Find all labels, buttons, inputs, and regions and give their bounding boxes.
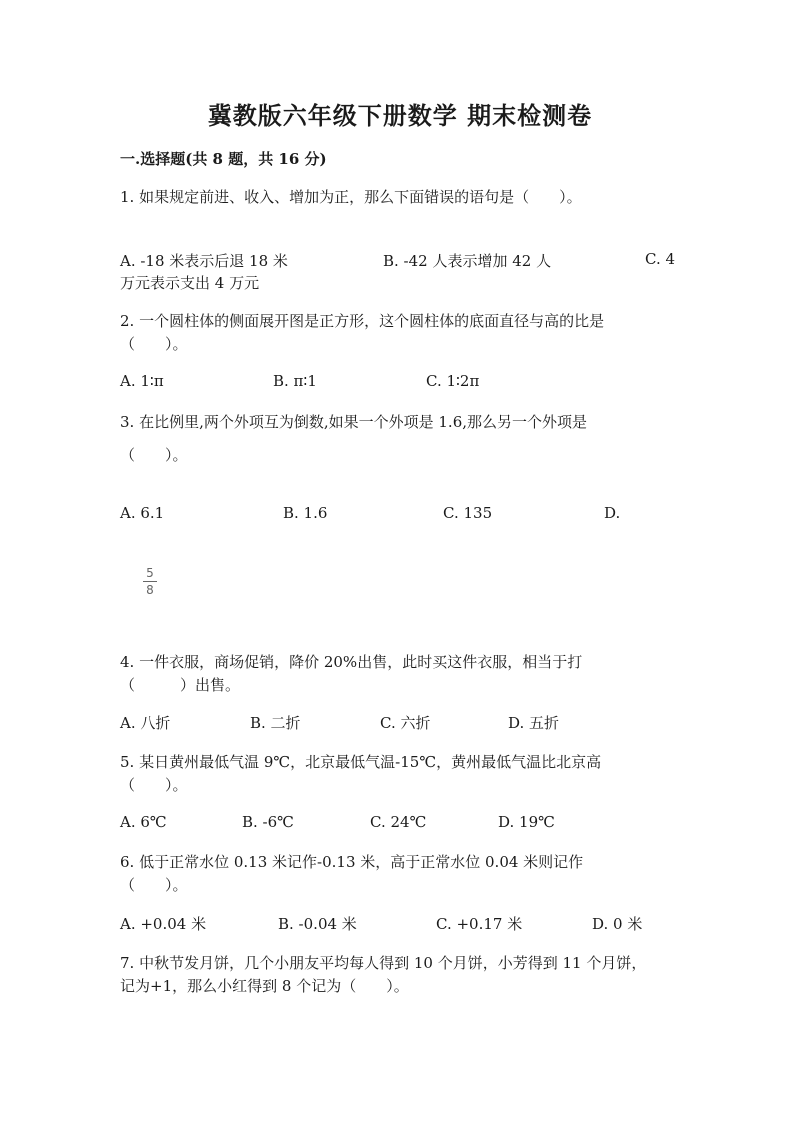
option-c-wrap: 万元表示支出 4 万元 (120, 274, 260, 292)
question-line: 4. 一件衣服，商场促销，降价 20%出售，此时买这件衣服，相当于打 (120, 653, 583, 671)
option-c: C. 4 (645, 250, 676, 268)
fraction-option-d (143, 566, 157, 597)
option-a: A. -18 米表示后退 18 米 (120, 252, 288, 270)
question-line: （ ）。 (120, 776, 188, 794)
option-a: A. 八折 (120, 714, 171, 732)
question-line: 6. 低于正常水位 0.13 米记作-0.13 米，高于正常水位 0.04 米则记作 (120, 853, 584, 871)
option-b: B. 二折 (250, 714, 301, 732)
question-line: 2. 一个圆柱体的侧面展开图是正方形，这个圆柱体的底面直径与高的比是 (120, 312, 605, 330)
question-3 (120, 411, 587, 434)
option-c: C. 24℃ (370, 813, 427, 831)
option-b: B. 1.6 (283, 504, 328, 522)
option-b: B. -6℃ (242, 813, 294, 831)
question-5 (120, 751, 601, 797)
question-7 (120, 952, 646, 998)
option-b: B. -42 人表示增加 42 人 (383, 252, 552, 270)
option-a: A. 6.1 (120, 504, 165, 522)
option-c: C. 135 (443, 504, 493, 522)
question-line: 7. 中秋节发月饼，几个小朋友平均每人得到 10 个月饼，小芳得到 11 个月饼， (120, 954, 647, 972)
option-c: C. +0.17 米 (436, 915, 523, 933)
fraction-bar (143, 581, 157, 582)
question-line: 3. 在比例里,两个外项互为倒数,如果一个外项是 1.6,那么另一个外项是 (120, 413, 588, 431)
question-2 (120, 310, 604, 356)
question-4 (120, 651, 582, 697)
option-c: C. 六折 (380, 714, 431, 732)
fraction-denominator: 8 (146, 583, 154, 597)
section-heading: 一.选择题(共 8 题，共 16 分) (120, 150, 327, 168)
option-d: D. 19℃ (498, 813, 555, 831)
question-line: 5. 某日黄州最低气温 9℃，北京最低气温-15℃，黄州最低气温比北京高 (120, 753, 602, 771)
question-line: （ ）。 (120, 876, 188, 894)
question-line: （ ）出售。 (120, 676, 241, 694)
option-d: D. 0 米 (592, 915, 643, 933)
option-d: D. 五折 (508, 714, 560, 732)
question-line: 记为+1，那么小红得到 8 个记为（ ）。 (120, 977, 409, 995)
option-d: D. (604, 504, 621, 522)
option-a: A. +0.04 米 (120, 915, 207, 933)
option-a: A. 6℃ (120, 813, 167, 831)
question-3-blank: （ ）。 (120, 446, 188, 464)
question-6 (120, 851, 583, 897)
option-a: A. 1∶π (120, 372, 164, 390)
question-line: 1. 如果规定前进、收入、增加为正，那么下面错误的语句是（ ）。 (120, 188, 582, 206)
option-b: B. -0.04 米 (278, 915, 357, 933)
option-c: C. 1∶2π (426, 372, 480, 390)
question-line: （ ）。 (120, 335, 188, 353)
fraction-numerator: 5 (146, 566, 154, 580)
page-title: 冀教版六年级下册数学 期末检测卷 (207, 101, 593, 130)
question-1 (120, 186, 582, 209)
option-b: B. π∶1 (273, 372, 317, 390)
